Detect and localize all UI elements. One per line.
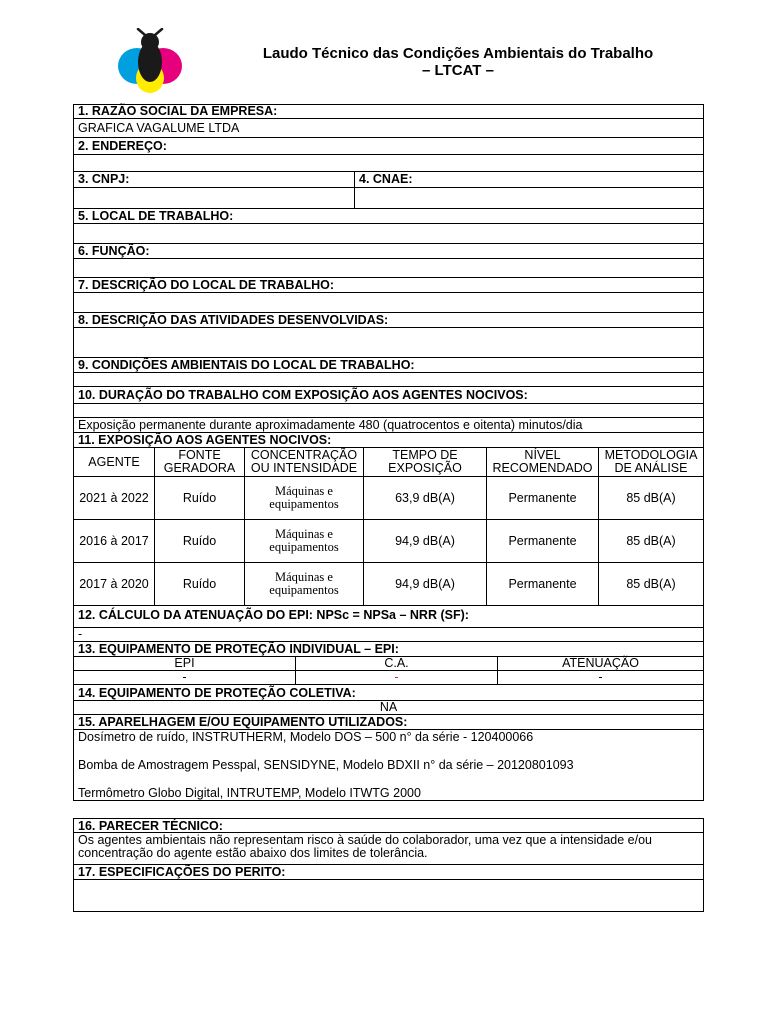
equipment-item: Dosímetro de ruído, INSTRUTHERM, Modelo DOS – 500 n° da série - 120400066 [78,730,534,744]
exposure-level: Permanente [487,520,599,562]
header-source [155,448,245,476]
header-exposure-time-line2: EXPOSIÇÃO [388,461,462,475]
epi-header-epi: EPI [74,657,296,670]
function-label: 6. FUNÇÃO: [73,244,704,259]
cnpj-label: 3. CNPJ: [74,172,355,187]
duration-spacer [73,404,704,418]
header-concentration-line2: OU INTENSIDADE [250,461,358,475]
equipment-item: Bomba de Amostragem Pesspal, SENSIDYNE, Modelo BDXII n° da série – 20120801093 [78,758,574,772]
opinion-text [73,833,704,865]
exposure-concentration-line2: equipamentos [269,497,339,511]
epi-header-attenuation: ATENUAÇÃO [562,656,639,670]
exposure-method: 85 dB(A) [626,533,676,548]
function-value[interactable] [73,259,704,278]
address-label: 2. ENDEREÇO: [73,138,704,155]
header-method-line2: DE ANÁLISE [614,461,688,475]
epi-value-epi[interactable]: - [74,671,296,684]
header-concentration [245,448,364,476]
expert-label: 17. ESPECIFICAÇÕES DO PERITO: [73,865,704,880]
epi-calc-value[interactable]: - [73,628,704,642]
equipment-list [73,730,704,801]
exposure-source: Ruído [155,520,245,562]
opinion-label: 16. PARECER TÉCNICO: [73,818,704,833]
epi-value-attenuation[interactable]: - [598,670,603,684]
exposure-row [73,563,704,606]
epc-value[interactable]: NA [73,701,704,715]
activities-desc-label: 8. DESCRIÇÃO DAS ATIVIDADES DESENVOLVIDAS: [73,313,704,328]
epi-header-ca: C.A. [296,657,498,670]
header-source-line2: GERADORA [163,461,236,475]
exposure-time: 94,9 dB(A) [364,520,487,562]
exposure-row [73,477,704,520]
epc-label: 14. EQUIPAMENTO DE PROTEÇÃO COLETIVA: [73,685,704,701]
env-conditions-label: 9. CONDIÇÕES AMBIENTAIS DO LOCAL DE TRABALHO: [73,358,704,373]
title-line-2: – LTCAT – [422,62,494,79]
exposure-level: Permanente [487,563,599,605]
header-level-line2: RECOMENDADO [492,461,593,475]
epi-value-row [73,671,704,685]
exposure-agent: 2021 à 2022 [74,477,155,519]
header-level-line1: NÍVEL [524,448,561,462]
header-exposure-time-line1: TEMPO DE [392,448,458,462]
company-value[interactable]: GRAFICA VAGALUME LTDA [73,119,704,138]
header-concentration-line1: CONCENTRAÇÃO [250,448,358,462]
epi-header-row [73,657,704,671]
cnae-label: 4. CNAE: [359,172,413,186]
workplace-value[interactable] [73,224,704,244]
duration-value[interactable]: Exposição permanente durante aproximadamente 480 (quatrocentos e oitenta) minutos/dia [73,418,704,433]
exposure-concentration-line1: Máquinas e [275,570,333,584]
equipment-item: Termômetro Globo Digital, INTRUTEMP, Modelo ITWTG 2000 [78,786,421,800]
exposure-row [73,520,704,563]
exposure-label: 11. EXPOSIÇÃO AOS AGENTES NOCIVOS: [73,433,704,448]
env-conditions-value[interactable] [73,373,704,387]
exposure-concentration-line2: equipamentos [269,540,339,554]
exposure-source: Ruído [155,563,245,605]
activities-desc-value[interactable] [73,328,704,358]
exposure-concentration [245,563,364,605]
cnpj-cnae-value-row [73,188,704,209]
header-agent-line1: AGENTE [88,454,140,469]
exposure-agent: 2017 à 2020 [74,563,155,605]
opinion-line-1: Os agentes ambientais não representam risco à saúde do colaborador, uma vez que a intensidade e/ou [78,833,652,847]
exposure-concentration-line2: equipamentos [269,583,339,597]
document-title [240,45,676,79]
firefly-logo-icon [110,28,190,96]
equipment-label: 15. APARELHAGEM E/OU EQUIPAMENTO UTILIZADOS: [73,715,704,730]
ltcat-form [73,104,704,912]
expert-value[interactable] [73,880,704,912]
title-line-1: Laudo Técnico das Condições Ambientais do Trabalho [262,45,654,62]
exposure-concentration [245,477,364,519]
epi-label: 13. EQUIPAMENTO DE PROTEÇÃO INDIVIDUAL – EPI: [73,642,704,657]
epi-calc-label: 12. CÁLCULO DA ATENUAÇÃO DO EPI: NPSc = NPSa – NRR (SF): [73,606,704,628]
cnpj-cnae-label-row [73,172,704,188]
exposure-agent: 2016 à 2017 [74,520,155,562]
header-method [599,448,703,476]
exposure-concentration-line1: Máquinas e [275,527,333,541]
opinion-line-2: concentração do agente estão abaixo dos limites de tolerância. [78,846,428,860]
epi-value-ca[interactable]: - [296,671,498,684]
exposure-source: Ruído [155,477,245,519]
exposure-header-row [73,448,704,477]
company-label: 1. RAZÃO SOCIAL DA EMPRESA: [73,104,704,119]
exposure-time: 94,9 dB(A) [364,563,487,605]
section-gap [73,801,704,818]
exposure-method: 85 dB(A) [626,490,676,505]
workplace-label: 5. LOCAL DE TRABALHO: [73,209,704,224]
header-source-line1: FONTE [178,448,221,462]
header-method-line1: METODOLOGIA [604,448,698,462]
address-value[interactable] [73,155,704,172]
exposure-concentration [245,520,364,562]
header-agent [74,448,155,476]
cnae-value[interactable] [355,188,703,208]
exposure-method: 85 dB(A) [626,576,676,591]
header-exposure-time [364,448,487,476]
cnpj-value[interactable] [74,188,355,208]
header-level [487,448,599,476]
exposure-time: 63,9 dB(A) [364,477,487,519]
exposure-level: Permanente [487,477,599,519]
workplace-desc-label: 7. DESCRIÇÃO DO LOCAL DE TRABALHO: [73,278,704,293]
exposure-concentration-line1: Máquinas e [275,484,333,498]
workplace-desc-value[interactable] [73,293,704,313]
duration-label: 10. DURAÇÃO DO TRABALHO COM EXPOSIÇÃO AOS AGENTES NOCIVOS: [73,387,704,404]
